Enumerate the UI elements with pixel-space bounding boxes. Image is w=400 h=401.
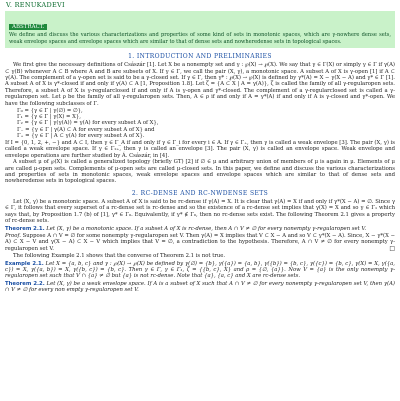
gamma-subclass-item: Γ₁ = {γ ∈ Γ | γ(X) = X}, — [17, 114, 81, 121]
section-1-title: 1. INTRODUCTION AND PRELIMINARIES — [128, 53, 272, 61]
section-2-paragraph-2: The following Example 2.1 shows that the converse of Theorem 2.1 is not true. — [13, 253, 226, 260]
running-header-author: V. RENUKADEVI — [6, 1, 65, 9]
theorem-2-2-label: Theorem 2.2. — [5, 280, 45, 287]
section-2-paragraph-1: Let (X, γ) be a monotonic space. A subset A of X is said to be rc-dense if γ(A) = X. It is clear that γ(A) = X if and only if γ*(X − A) = ∅. Since γ ∈ Γ, it follows that every superset of a rc-dense set is rc-dense and so the existence of a rc-dense set implies that γ(X) = X and so γ ∈ Γ₁ which says that, by Proposition 1.7 (b) of [1], γ* ∈ Γ₀. Equivalently, if γ* ∉ Γ₀, then no rc-dense sets exist. The following Theorem 2.1 gives a property of rc-dense sets. — [5, 198, 395, 225]
theorem-2-2 — [5, 281, 395, 294]
abstract-label: ABSTRACT. — [9, 24, 47, 30]
gamma-subclass-item: Γ₊ = {γ ∈ Γ | A ⊂ γ(A) for every subset A of X}. — [17, 132, 145, 139]
qed-symbol: □ — [389, 244, 395, 252]
theorem-2-1-label: Theorem 2.1. — [5, 225, 45, 232]
section-1-paragraph-1: We first give the necessary definitions of Császár [1]. Let X be a nonempty set and γ : ℘(X) → ℘(X). We say that γ ∈ Γ(X) or simply γ ∈ Γ if γ(A) ⊂ γ(B) whenever A ⊂ B where A and B are subsets of X. If γ ∈ Γ, we call the pair (X, γ), a monotonic space. A subset A of X is γ-open [1] if A ⊂ γ(A). The complement of a γ-open set is said to be a γ-closed set. If γ ∈ Γ, then γ* : ℘(X) → ℘(X) is defined by γ*(A) = X − γ(X − A) and γ* ∈ Γ [1]. A subset A of X is γ*-closed if and only if γ(A) ⊂ A [1, Proposition 1.8]. Let ζ = {A ⊂ X | A = γ(A)}, ζ is called the family of all γ-regularopen sets. Therefore, a subset A of X is γ-regularclosed if and only if A is γ-open and γ*-closed. The complement of a γ-regularclosed set is called a γ-regularopen set. Let ρ be the family of all γ-regularopen sets. Then, A ∈ ρ if and only if A = γ*(A) if and only if A is γ-closed and γ*-open. We have the following subclasses of Γ. — [5, 62, 395, 107]
abstract-box — [5, 11, 395, 48]
example-2-1-label: Example 2.1. — [5, 260, 44, 267]
example-2-1 — [5, 261, 395, 280]
section-2-title: 2. RC-DENSE AND RC-NWDENSE SETS — [131, 189, 269, 197]
gamma-subclass-item: Γ₀ = {γ ∈ Γ | γ(∅) = ∅}, — [17, 108, 83, 115]
paper-page — [0, 1, 400, 401]
example-2-1-body: Let X = {a, b, c} and γ : ℘(X) → ℘(X) be defined by γ(∅) = {b}, γ({a}) = {a, b}, γ({b}) = {b, c}, γ({c}) = {b, c}, γ(X) = X, γ({a, c}) = X, γ({a, b}) = X, γ({b, c}) = {b, c}. Then γ ∈ Γ, γ ∈ Γ₁, ζ = {{b, c}, X} and ρ = {∅, {a}}. Now V = {a} is the only nonempty γ-regularopen set such that V ∩ {a} ≠ ∅ but {a} is not rc-dense. Note that {a}, {a, c} and X are rc-dense sets. — [5, 260, 395, 280]
theorem-2-1-body: Let (X, γ) be a monotonic space. If a subset A of X is rc-dense, then A ∩ V ≠ ∅ for every nonempty γ-regularopen set V. — [46, 225, 367, 232]
gamma-subclass-item: Γ₂ = {γ ∈ Γ | γ(γ(A)) = γ(A) for every subset A of X}, — [17, 120, 159, 127]
theorem-2-1 — [5, 226, 395, 232]
gamma-subclass-list — [17, 108, 395, 139]
gamma-subclass-item: Γ₋ = {γ ∈ Γ | γ(A) ⊂ A for every subset A of X} and — [17, 126, 155, 133]
proof-label: Proof. — [5, 232, 21, 239]
proof-block — [5, 233, 395, 252]
proof-body: Suppose A ∩ V = ∅ for some nonempty γ-regularopen set V. Then γ(A) = X implies that V ⊂ X − A and so V ⊂ γ*(X − A). Since, X − γ*(X − A) ⊂ X − V and γ(X − A) ⊂ X − V which implies that V = ∅, a contradiction to the hypothesis. Therefore, A ∩ V ≠ ∅ for every nonempty γ-regularopen set V. — [5, 232, 396, 252]
section-1-paragraph-3: A subset μ of ℘(X) is called a generalized topology (briefly GT) [2] if ∅ ∈ μ and arbitrary union of members of μ is again in μ. Elements of μ are called μ-open sets. Complements of μ-open sets are called μ-closed sets. In this paper, we define and discuss the various characterizations and properties of sets in monotonic spaces, weak envelope spaces and envelope spaces which are similar to that of dense sets and nowheredense sets in topological spaces. — [5, 159, 395, 185]
theorem-2-2-body: Let (X, γ) be a weak envelope space. If A is a subset of X such that A ∩ V ≠ ∅ for every nonempty γ-regularopen set V, then γ(A) ∩ V ≠ ∅ for every non empty γ-regularopen set V. — [5, 280, 395, 294]
section-1-paragraph-2: If I = {0, 1, 2, +, −} and A ⊂ I, then γ ∈ Γ_A if and only if γ ∈ Γ_i for every i ∈ A. If γ ∈ Γ₊, then γ is called a weak envelope [3]. The pair (X, γ) is called a weak envelope space. If γ ∈ Γ₂₊, then γ is called an envelope [3]. The pair (X, γ) is called an envelope space. Weak envelope and envelope operations are further studied by Á. Császár, in [4]. — [5, 140, 395, 159]
abstract-text: We define and discuss the various characterizations and properties of some kind of sets in monotonic spaces, which are γ-nowhere dense sets, weak envelope spaces and envelope spaces which are similar to that of dense sets and nowheredense sets in topological spaces. — [9, 32, 391, 45]
